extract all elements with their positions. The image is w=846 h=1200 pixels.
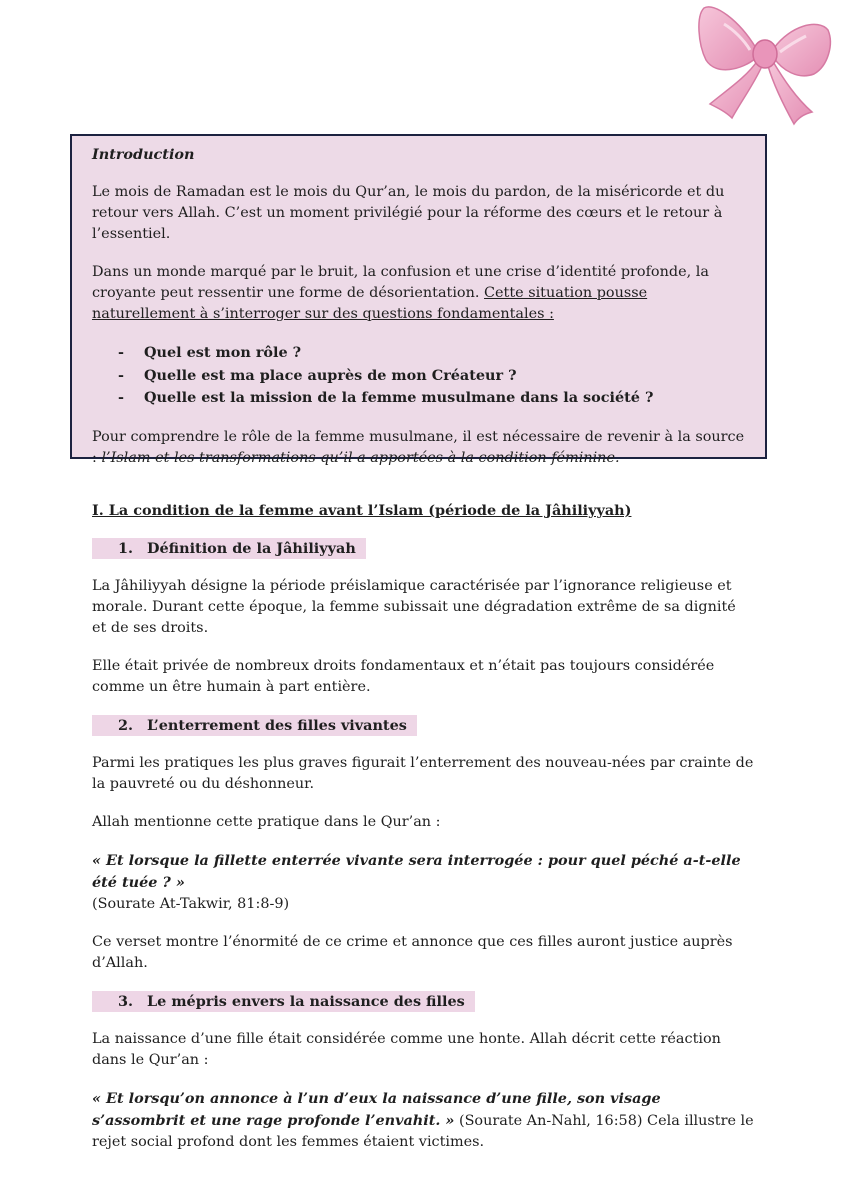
questions-list — [92, 342, 745, 410]
sub2-paragraph-3: Ce verset montre l’énormité de ce crime et annonce que ces filles auront justice auprès d’Allah. — [92, 934, 733, 971]
question-1: Quel est mon rôle ? — [144, 344, 302, 361]
sub1-paragraph-2: Elle était privée de nombreux droits fondamentaux et n’était pas toujours considérée comme un être humain à part entière. — [92, 658, 715, 695]
intro-paragraph-2-text: Dans un monde marqué par le bruit, la confusion et une crise d’identité profonde, la croyante peut ressentir une forme de désorientation. — [92, 264, 709, 301]
pink-bow-icon — [694, 0, 836, 126]
intro-paragraph-3 — [92, 427, 745, 469]
list-item: - Quelle est ma place auprès de mon Créateur ? — [118, 366, 517, 384]
intro-paragraph-1: Le mois de Ramadan est le mois du Qur’an, le mois du pardon, de la miséricorde et du retour vers Allah. C’est un moment privilégié pour la réforme des cœurs et le retour à l’essentiel. — [92, 184, 725, 242]
subheading-1: 1. Définition de la Jâhiliyyah — [92, 538, 366, 559]
sub3-quote-block — [92, 1088, 754, 1153]
intro-paragraph-3-italic: l’Islam et les transformations qu’il a apportées à la condition féminine. — [101, 449, 620, 466]
sub3-quote: « Et lorsqu’on annonce à l’un d’eux la naissance d’une fille, son visage s’assombrit et une rage profonde l’envahit. » — [92, 1090, 661, 1129]
subheading-2: 2. L’enterrement des filles vivantes — [92, 715, 417, 736]
sub2-paragraph-2: Allah mentionne cette pratique dans le Qur’an : — [92, 814, 441, 830]
sub3-paragraph-1: La naissance d’une fille était considérée comme une honte. Allah décrit cette réaction dans le Qur’an : — [92, 1031, 721, 1068]
intro-box — [70, 134, 767, 466]
question-2: Quelle est ma place auprès de mon Créateur ? — [144, 366, 517, 384]
question-3: Quelle est la mission de la femme musulmane dans la société ? — [144, 389, 654, 406]
sub1-paragraph-1: La Jâhiliyyah désigne la période préislamique caractérisée par l’ignorance religieuse et morale. Durant cette époque, la femme subissait une dégradation extrême de sa dignité et de ses droits. — [92, 578, 736, 636]
intro-paragraph-2 — [92, 262, 745, 325]
list-item: - Quelle est la mission de la femme musulmane dans la société ? — [118, 389, 654, 406]
sub2-reference: (Sourate At-Takwir, 81:8-9) — [92, 896, 290, 912]
list-item: - Quel est mon rôle ? — [118, 344, 302, 361]
intro-paragraph-3-text: Pour comprendre le rôle de la femme musulmane, il est nécessaire de revenir à la source : — [92, 428, 745, 466]
sub2-quote-block — [92, 850, 754, 915]
sub2-paragraph-1: Parmi les pratiques les plus graves figurait l’enterrement des nouveau-nées par crainte de la pauvreté ou du déshonneur. — [92, 755, 754, 792]
sub3-tail: (Sourate An-Nahl, 16:58) Cela illustre le rejet social profond dont les femmes étaient victimes. — [92, 1113, 754, 1150]
sub2-quote: « Et lorsque la fillette enterrée vivante sera interrogée : pour quel péché a-t-elle été tuée ? » — [92, 852, 741, 891]
section-title: I. La condition de la femme avant l’Islam (période de la Jâhiliyyah) — [92, 502, 632, 519]
intro-title: Introduction — [92, 146, 195, 163]
subheading-3: 3. Le mépris envers la naissance des filles — [92, 991, 475, 1012]
intro-paragraph-2-underlined: Cette situation pousse naturellement à s’interroger sur des questions fondamentales : — [92, 285, 648, 322]
main-section — [92, 500, 754, 1170]
